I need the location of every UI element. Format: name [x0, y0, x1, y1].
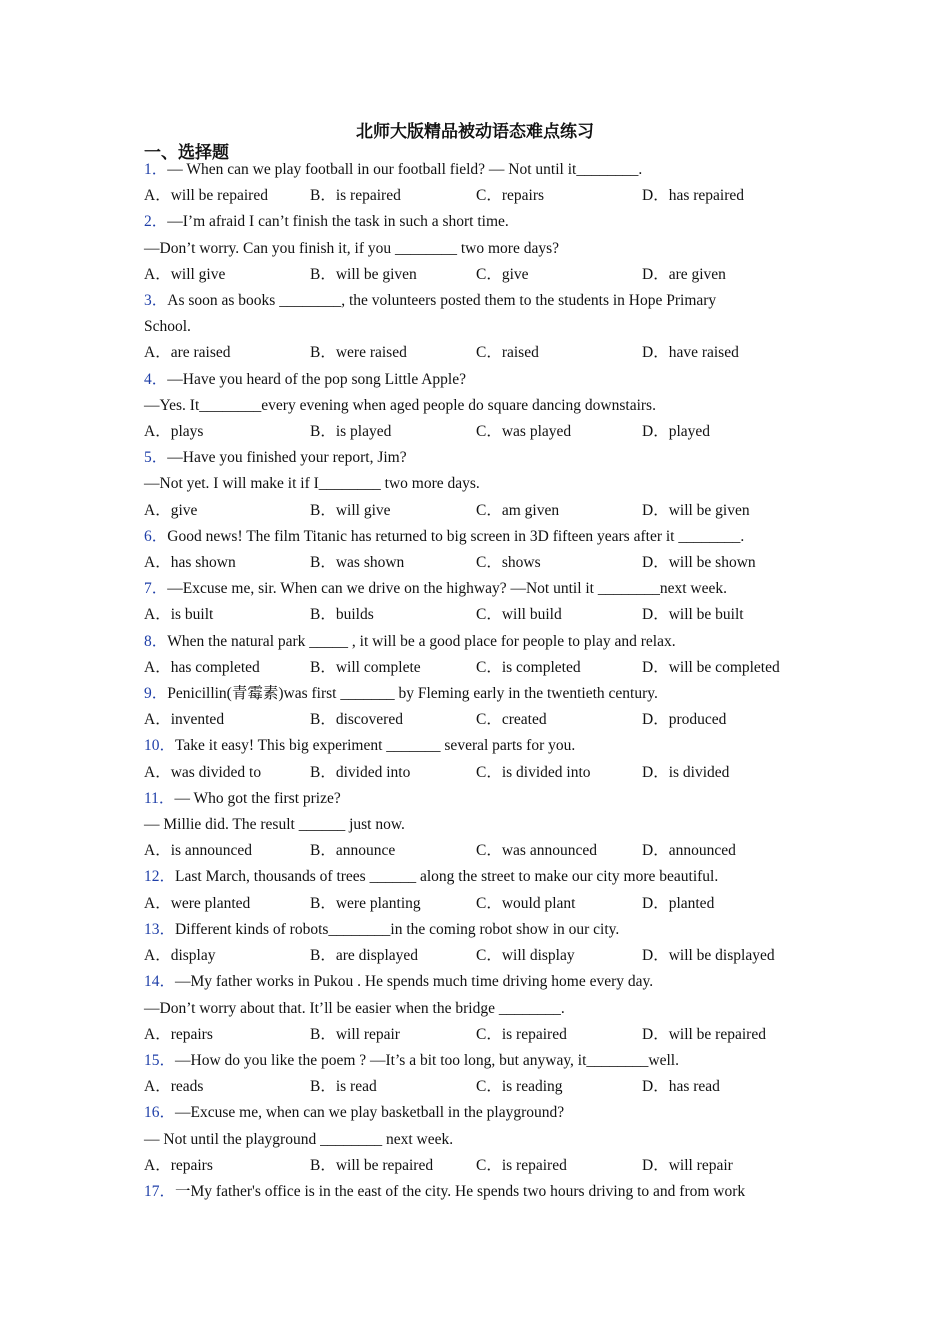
question-item: [144, 288, 824, 367]
question-text: — When can we play football in our football field? — Not until it________.: [167, 161, 643, 178]
answer-option-a: A．invented: [144, 711, 225, 729]
question-number: 1．: [144, 161, 168, 178]
question-stem-continued: [144, 314, 824, 340]
question-item: [144, 1048, 824, 1100]
question-text: — Millie did. The result ______ just now.: [144, 816, 405, 834]
answer-option-b: B．was shown: [310, 554, 405, 572]
question-stem: [144, 367, 824, 393]
answer-option-b: B．announce: [310, 842, 396, 860]
answer-option-b: B．is read: [310, 1078, 377, 1096]
answer-option-a: A．will give: [144, 265, 226, 283]
question-number: 4．: [144, 370, 168, 388]
answer-option-c: C．was played: [476, 423, 572, 441]
question-text: —Excuse me, when can we play basketball in the playground?: [175, 1104, 565, 1122]
question-stem-continued: [144, 812, 824, 838]
answer-option-a: A．give: [144, 501, 198, 519]
question-item: [144, 681, 824, 733]
answer-option-d: D．is divided: [642, 763, 730, 781]
question-stem: [144, 1179, 824, 1205]
answer-options: [144, 183, 824, 209]
answer-option-b: B．builds: [310, 606, 374, 624]
answer-option-a: A．were planted: [144, 894, 251, 912]
question-stem-continued: [144, 393, 824, 419]
question-number: 12．: [144, 868, 176, 886]
question-text: —Yes. It________every evening when aged people do square dancing downstairs.: [144, 396, 656, 414]
answer-option-b: B．is played: [310, 423, 392, 441]
question-item: [144, 864, 824, 916]
question-number: 10．: [144, 737, 176, 755]
question-item: [144, 445, 824, 524]
answer-options: [144, 1022, 824, 1048]
question-text: — Not until the playground ________ next week.: [144, 1130, 454, 1148]
question-item: [144, 786, 824, 865]
question-item: [144, 629, 824, 681]
question-item: [144, 917, 824, 969]
answer-option-b: B．will be given: [310, 265, 417, 283]
answer-option-b: B．will be repaired: [310, 1156, 434, 1174]
answer-options: [144, 707, 824, 733]
question-item: [144, 1100, 824, 1179]
question-stem: [144, 629, 824, 655]
question-text: —My father works in Pukou . He spends much time driving home every day.: [175, 973, 654, 991]
answer-option-d: D．have raised: [642, 344, 739, 362]
question-item: [144, 1179, 824, 1205]
question-stem-continued: [144, 1127, 824, 1153]
question-stem: [144, 733, 824, 759]
answer-option-a: A．is built: [144, 606, 214, 624]
question-number: 16．: [144, 1104, 176, 1122]
answer-option-a: A．repairs: [144, 1025, 213, 1043]
question-text: Last March, thousands of trees ______ along the street to make our city more beautiful.: [175, 868, 719, 886]
question-text: —Have you heard of the pop song Little Apple?: [167, 370, 466, 388]
answer-option-d: D．has repaired: [642, 187, 744, 205]
question-number: 3．: [144, 292, 168, 310]
question-number: 11．: [144, 789, 175, 807]
question-stem: [144, 864, 824, 890]
answer-option-d: D．planted: [642, 894, 715, 912]
question-text: When the natural park _____ , it will be a good place for people to play and relax.: [167, 632, 676, 650]
answer-option-a: A．are raised: [144, 344, 231, 362]
answer-option-b: B．is repaired: [310, 187, 401, 205]
question-item: [144, 367, 824, 446]
question-text: School.: [144, 318, 191, 336]
question-text: —Not yet. I will make it if I________ two more days.: [144, 475, 480, 493]
question-stem-continued: [144, 996, 824, 1022]
answer-option-c: C．is repaired: [476, 1156, 567, 1174]
question-stem: [144, 576, 824, 602]
answer-option-a: A．has shown: [144, 554, 236, 572]
question-text: Take it easy! This big experiment _______ several parts for you.: [175, 737, 576, 755]
question-stem: [144, 969, 824, 995]
question-number: 13．: [144, 920, 176, 938]
answer-option-c: C．give: [476, 265, 529, 283]
answer-option-b: B．divided into: [310, 763, 411, 781]
question-text: —How do you like the poem ? —It’s a bit too long, but anyway, it________well.: [175, 1051, 679, 1069]
answer-option-d: D．will be given: [642, 501, 750, 519]
answer-option-c: C．repairs: [476, 187, 545, 205]
answer-option-c: C．raised: [476, 344, 539, 362]
answer-option-b: B．were planting: [310, 894, 421, 912]
question-text: Different kinds of robots________in the coming robot show in our city.: [175, 920, 620, 938]
question-stem: [144, 917, 824, 943]
answer-option-c: C．shows: [476, 554, 541, 572]
answer-option-c: C．would plant: [476, 894, 576, 912]
question-item: [144, 209, 824, 288]
question-number: 6．: [144, 527, 168, 545]
answer-option-d: D．will repair: [642, 1156, 733, 1174]
answer-options: [144, 498, 824, 524]
answer-option-c: C．will build: [476, 606, 562, 624]
answer-option-b: B．will give: [310, 501, 391, 519]
answer-option-d: D．will be shown: [642, 554, 756, 572]
question-item: [144, 733, 824, 785]
answer-options: [144, 602, 824, 628]
question-text: —I’m afraid I can’t finish the task in such a short time.: [167, 213, 509, 231]
question-text: —Don’t worry about that. It’ll be easier when the bridge ________.: [144, 999, 565, 1017]
page-title: 北师大版精品被动语态难点练习: [356, 122, 594, 142]
answer-option-a: A．display: [144, 947, 216, 965]
question-stem: [144, 681, 824, 707]
question-item: [144, 969, 824, 1048]
question-stem: [144, 157, 824, 183]
answer-options: [144, 1153, 824, 1179]
question-item: [144, 157, 824, 209]
answer-option-d: D．are given: [642, 265, 726, 283]
answer-option-c: C．am given: [476, 501, 560, 519]
answer-options: [144, 1074, 824, 1100]
question-number: 5．: [144, 449, 168, 467]
answer-options: [144, 550, 824, 576]
question-text: —Excuse me, sir. When can we drive on the highway? —Not until it ________next week.: [167, 580, 728, 598]
answer-option-a: A．will be repaired: [144, 187, 268, 205]
answer-option-d: D．will be displayed: [642, 947, 775, 965]
answer-option-d: D．will be built: [642, 606, 744, 624]
answer-options: [144, 419, 824, 445]
question-stem-continued: [144, 471, 824, 497]
answer-option-c: C．is reading: [476, 1078, 563, 1096]
answer-option-a: A．was divided to: [144, 763, 262, 781]
answer-options: [144, 655, 824, 681]
question-stem: [144, 786, 824, 812]
answer-option-d: D．has read: [642, 1078, 720, 1096]
question-number: 14．: [144, 973, 176, 991]
answer-option-c: C．was announced: [476, 842, 597, 860]
question-item: [144, 576, 824, 628]
question-item: [144, 524, 824, 576]
question-number: 9．: [144, 685, 168, 703]
answer-option-d: D．played: [642, 423, 711, 441]
question-list: [144, 157, 824, 1205]
answer-option-d: D．will be completed: [642, 658, 780, 676]
question-stem: [144, 524, 824, 550]
question-stem: [144, 1048, 824, 1074]
question-text: — Who got the first prize?: [174, 789, 341, 807]
question-number: 7．: [144, 580, 168, 598]
question-stem-continued: [144, 236, 824, 262]
answer-option-b: B．will complete: [310, 658, 421, 676]
answer-option-a: A．plays: [144, 423, 204, 441]
answer-option-d: D．produced: [642, 711, 727, 729]
answer-options: [144, 838, 824, 864]
question-text: As soon as books ________, the volunteers posted them to the students in Hope Primary: [167, 292, 717, 310]
answer-option-b: B．are displayed: [310, 947, 419, 965]
answer-options: [144, 891, 824, 917]
question-text: Penicillin(青霉素)was first _______ by Fleming early in the twentieth century.: [167, 685, 658, 703]
answer-option-c: C．is divided into: [476, 763, 591, 781]
question-stem: [144, 445, 824, 471]
answer-options: [144, 760, 824, 786]
question-number: 8．: [144, 632, 168, 650]
answer-option-d: D．announced: [642, 842, 736, 860]
answer-option-c: C．is repaired: [476, 1025, 567, 1043]
answer-option-a: A．repairs: [144, 1156, 213, 1174]
question-number: 2．: [144, 213, 168, 231]
question-text: 一My father's office is in the east of the city. He spends two hours driving to and from work: [175, 1182, 746, 1200]
answer-option-c: C．will display: [476, 947, 575, 965]
answer-option-c: C．is completed: [476, 658, 581, 676]
answer-option-a: A．has completed: [144, 658, 260, 676]
answer-options: [144, 943, 824, 969]
question-number: 17．: [144, 1182, 176, 1200]
question-stem: [144, 288, 824, 314]
question-number: 15．: [144, 1051, 176, 1069]
question-text: Good news! The film Titanic has returned to big screen in 3D fifteen years after it ________.: [167, 527, 745, 545]
question-stem: [144, 1100, 824, 1126]
answer-option-a: A．is announced: [144, 842, 253, 860]
answer-option-b: B．will repair: [310, 1025, 400, 1043]
question-text: —Don’t worry. Can you finish it, if you ________ two more days?: [144, 239, 560, 257]
answer-option-b: B．were raised: [310, 344, 407, 362]
question-stem: [144, 209, 824, 235]
answer-option-a: A．reads: [144, 1078, 204, 1096]
answer-options: [144, 340, 824, 366]
answer-option-c: C．created: [476, 711, 547, 729]
question-text: —Have you finished your report, Jim?: [167, 449, 407, 467]
answer-option-d: D．will be repaired: [642, 1025, 766, 1043]
section-heading: 一、选择题: [144, 143, 229, 163]
answer-options: [144, 262, 824, 288]
answer-option-b: B．discovered: [310, 711, 403, 729]
